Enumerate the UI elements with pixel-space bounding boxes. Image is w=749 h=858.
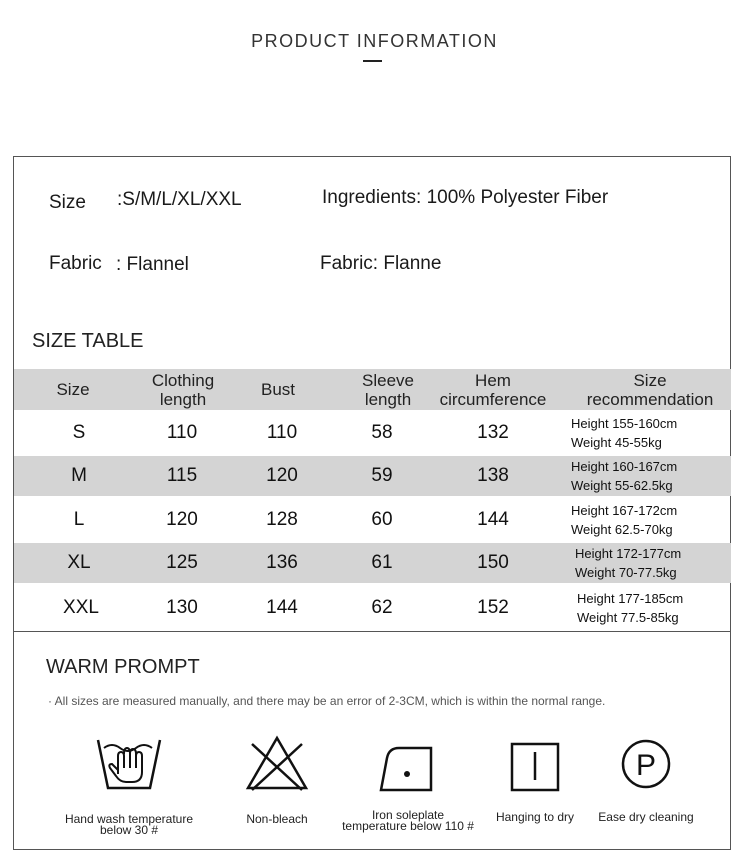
dry-clean-icon	[611, 734, 681, 794]
cell-size: L	[73, 508, 85, 530]
column-header-length: Clothing length	[151, 370, 215, 409]
hang-dry-icon	[500, 734, 570, 794]
cell-sleeve: 58	[371, 422, 393, 443]
cell-hem: 150	[477, 552, 509, 573]
column-header-bust: Bust	[260, 380, 296, 399]
cell-size: XXL	[63, 596, 99, 618]
care-label: Non-bleach	[246, 812, 308, 826]
fabric-right-text: Fabric: Flanne	[320, 253, 442, 274]
cell-recommendation: Height 155-160cm Weight 45-55kg	[571, 416, 678, 450]
column-header-sleeve: Sleeve length	[362, 370, 414, 409]
cell-hem: 132	[477, 422, 509, 443]
cell-bust: 128	[266, 508, 298, 530]
cell-bust: 110	[266, 422, 298, 443]
title-underline	[363, 60, 382, 62]
fabric-label: Fabric	[49, 253, 102, 274]
section-divider	[14, 631, 731, 632]
cell-recommendation: Height 177-185cm Weight 77.5-85kg	[577, 590, 684, 625]
size-table	[14, 369, 731, 632]
table-row	[14, 583, 731, 632]
cell-size: M	[71, 465, 87, 486]
care-label: Hanging to dry	[495, 810, 575, 824]
hand-wash-icon	[94, 734, 164, 794]
care-label: Ease dry cleaning	[598, 810, 694, 824]
column-header-recommendation: Size recommendation	[586, 370, 714, 409]
care-hand-wash	[59, 734, 199, 837]
cell-recommendation: Height 172-177cm Weight 70-77.5kg	[575, 546, 682, 580]
cell-length: 130	[166, 596, 198, 618]
ingredients-text: Ingredients: 100% Polyester Fiber	[322, 187, 609, 208]
table-row	[14, 410, 731, 456]
cell-hem: 152	[477, 596, 509, 618]
size-table-title: SIZE TABLE	[32, 330, 144, 352]
cell-bust: 120	[266, 465, 298, 486]
table-row	[14, 496, 731, 543]
fabric-value: : Flannel	[116, 254, 189, 275]
svg-text:P: P	[635, 749, 657, 782]
table-header-row	[14, 369, 731, 410]
table-row	[14, 456, 731, 496]
table-row	[14, 543, 731, 583]
care-non-bleach	[207, 734, 347, 826]
column-header-hem: Hem circumference	[439, 370, 547, 409]
column-header-size: Size	[56, 380, 90, 399]
cell-bust: 144	[266, 596, 298, 618]
care-label: Iron soleplate temperature below 110 #	[342, 808, 474, 833]
warm-prompt-note: · All sizes are measured manually, and there may be an error of 2-3CM, which is within the normal range.	[48, 694, 606, 708]
warm-prompt-title: WARM PROMPT	[46, 656, 200, 678]
cell-length: 120	[166, 508, 198, 530]
cell-recommendation: Height 167-172cm Weight 62.5-70kg	[571, 502, 678, 537]
care-label: Hand wash temperature below 30 #	[64, 812, 194, 837]
cell-size: S	[72, 422, 86, 443]
cell-recommendation: Height 160-167cm Weight 55-62.5kg	[571, 459, 678, 493]
non-bleach-icon	[242, 734, 312, 794]
cell-hem: 144	[477, 508, 509, 530]
size-label: Size	[49, 192, 86, 213]
cell-size: XL	[67, 552, 91, 573]
size-value: :S/M/L/XL/XXL	[117, 189, 242, 210]
cell-sleeve: 62	[371, 596, 393, 618]
cell-bust: 136	[266, 552, 298, 573]
iron-icon	[373, 734, 443, 794]
cell-sleeve: 60	[371, 508, 393, 530]
cell-hem: 138	[477, 465, 509, 486]
cell-length: 125	[166, 552, 198, 573]
cell-length: 110	[166, 422, 198, 443]
cell-sleeve: 59	[371, 465, 393, 486]
care-iron	[338, 734, 478, 833]
page-title: PRODUCT INFORMATION	[251, 31, 498, 51]
cell-sleeve: 61	[371, 552, 393, 573]
cell-length: 115	[166, 465, 198, 486]
care-dry-clean	[576, 734, 716, 824]
